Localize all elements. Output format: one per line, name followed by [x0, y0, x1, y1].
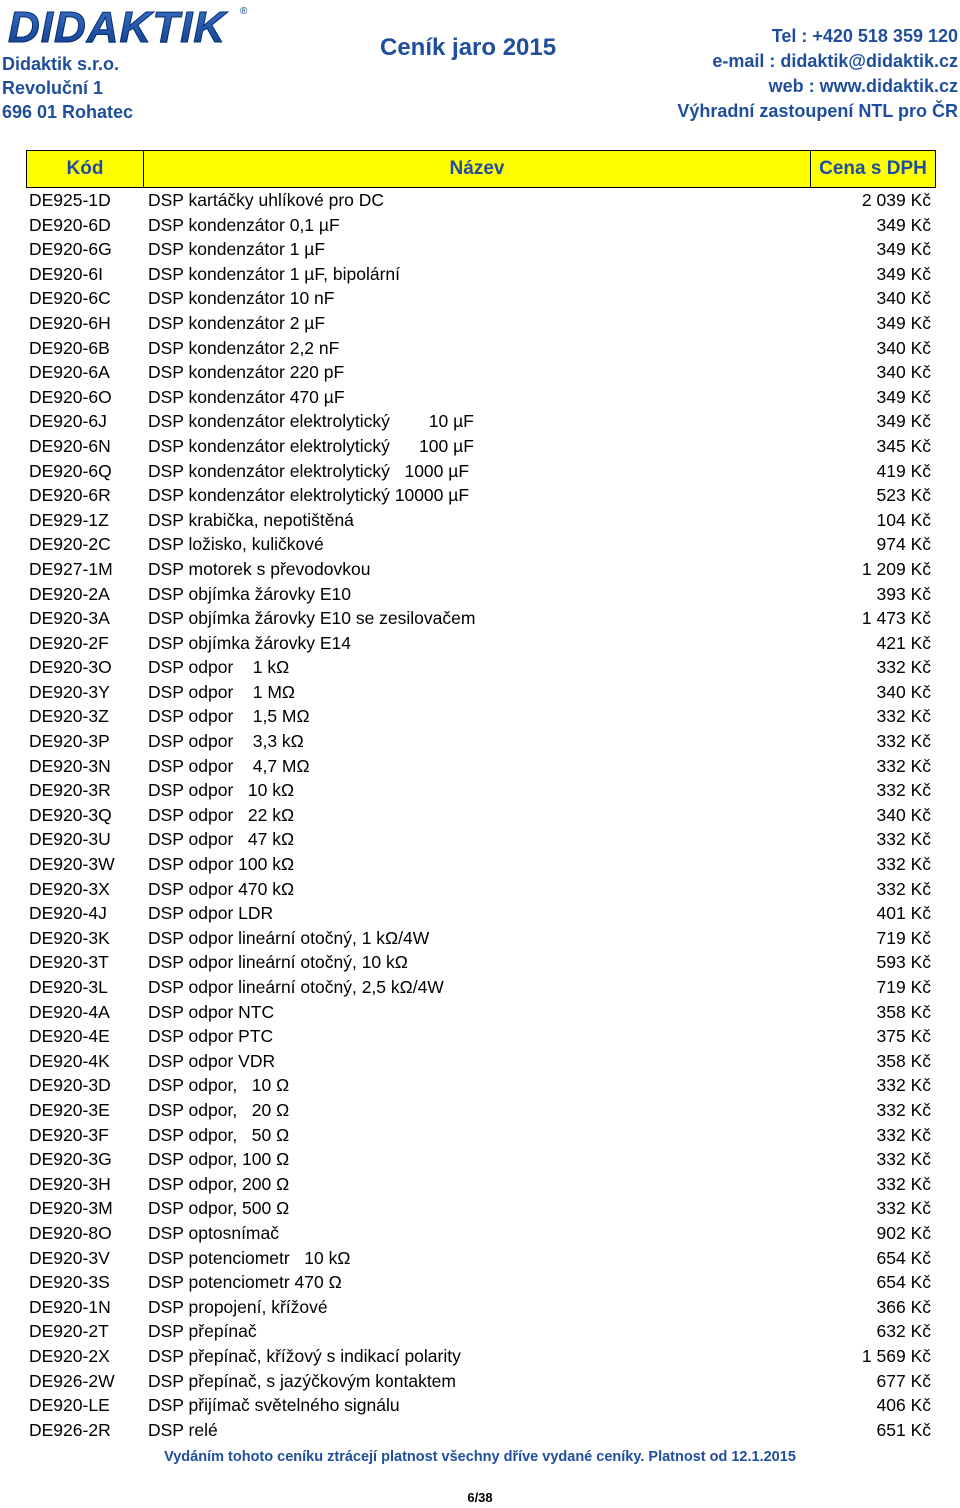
- table-row: [0, 582, 960, 607]
- company-city: 696 01 Rohatec: [2, 102, 134, 122]
- product-price: 332 Kč: [876, 706, 931, 727]
- product-name: DSP odpor, 100 Ω: [148, 1149, 290, 1170]
- product-price: 340 Kč: [876, 337, 931, 358]
- product-name: DSP kondenzátor 10 nF: [148, 288, 335, 309]
- table-row: [0, 508, 960, 533]
- product-name: DSP kondenzátor 0,1 µF: [148, 214, 340, 235]
- product-price: 349 Kč: [876, 214, 931, 235]
- product-code: DE926-2W: [29, 1370, 115, 1391]
- table-row: [0, 311, 960, 336]
- table-row: [0, 926, 960, 951]
- product-price: 401 Kč: [876, 903, 931, 924]
- product-name: DSP kondenzátor 1 µF: [148, 239, 326, 260]
- table-row: [0, 852, 960, 877]
- product-price: 375 Kč: [876, 1026, 931, 1047]
- product-code: DE920-6Q: [29, 460, 112, 481]
- product-price: 719 Kč: [876, 927, 931, 948]
- product-price: 419 Kč: [876, 460, 931, 481]
- product-price: 719 Kč: [876, 977, 931, 997]
- table-row: [0, 1270, 960, 1295]
- website[interactable]: web : www.didaktik.cz: [768, 76, 958, 96]
- product-price: 345 Kč: [876, 435, 931, 456]
- product-code: DE925-1D: [29, 190, 111, 210]
- table-row: [0, 729, 960, 754]
- product-name: DSP kondenzátor 1 µF, bipolární: [148, 263, 400, 284]
- product-name: DSP odpor 22 kΩ: [148, 804, 295, 825]
- product-code: DE920-3N: [29, 755, 111, 776]
- product-name: DSP odpor NTC: [148, 1001, 275, 1022]
- product-name: DSP kondenzátor 2,2 nF: [148, 337, 340, 358]
- contact-info: [677, 24, 958, 124]
- table-row: [0, 606, 960, 631]
- product-price: 677 Kč: [876, 1370, 931, 1391]
- table-row: [0, 1073, 960, 1098]
- table-row: [0, 975, 960, 1000]
- product-name: DSP kondenzátor 2 µF: [148, 312, 326, 333]
- product-name: DSP objímka žárovky E14: [148, 632, 351, 653]
- product-price: 104 Kč: [876, 509, 931, 530]
- product-code: DE920-3Z: [29, 706, 109, 727]
- page-number: 6/38: [467, 1490, 493, 1505]
- table-row: [0, 778, 960, 803]
- product-code: DE920-4A: [29, 1001, 110, 1022]
- product-name: DSP odpor, 50 Ω: [148, 1124, 290, 1145]
- product-name: DSP odpor 100 kΩ: [148, 854, 295, 875]
- product-code: DE927-1M: [29, 558, 113, 579]
- product-code: DE926-2R: [29, 1419, 111, 1440]
- table-row: [0, 1295, 960, 1320]
- product-name: DSP odpor lineární otočný, 1 kΩ/4W: [148, 927, 430, 948]
- product-name: DSP přepínač, křížový s indikací polarity: [148, 1345, 461, 1366]
- table-row: [0, 459, 960, 484]
- table-row: [0, 1418, 960, 1443]
- product-code: DE920-3T: [29, 952, 109, 973]
- product-code: DE920-3F: [29, 1124, 109, 1145]
- product-price: 421 Kč: [876, 632, 931, 653]
- company-name: Didaktik s.r.o.: [2, 54, 120, 74]
- product-code: DE920-2T: [29, 1321, 109, 1342]
- product-price: 523 Kč: [876, 485, 931, 506]
- product-code: DE920-3G: [29, 1149, 112, 1170]
- column-header-code: Kód: [27, 151, 144, 187]
- product-price: 902 Kč: [876, 1222, 931, 1243]
- table-row: [0, 336, 960, 361]
- product-name: DSP potenciometr 470 Ω: [148, 1272, 342, 1293]
- product-price: 366 Kč: [876, 1296, 931, 1317]
- product-code: DE920-3P: [29, 731, 110, 752]
- table-row: [0, 434, 960, 459]
- product-price: 349 Kč: [876, 411, 931, 432]
- product-code: DE920-2A: [29, 583, 110, 604]
- product-name: DSP přepínač: [148, 1321, 257, 1342]
- table-row: [0, 385, 960, 410]
- product-name: DSP odpor 470 kΩ: [148, 878, 295, 899]
- product-price: 332 Kč: [876, 780, 931, 801]
- table-row: [0, 557, 960, 582]
- product-price: 393 Kč: [876, 583, 931, 604]
- product-name: DSP propojení, křížové: [148, 1296, 328, 1317]
- table-row: [0, 237, 960, 262]
- svg-text:DIDAKTIK: DIDAKTIK: [8, 3, 227, 50]
- table-row: [0, 286, 960, 311]
- product-code: DE920-6H: [29, 312, 111, 333]
- company-address: [2, 52, 133, 124]
- product-name: DSP odpor 1,5 MΩ: [148, 706, 310, 727]
- product-name: DSP krabička, nepotištěná: [148, 509, 354, 530]
- product-name: DSP objímka žárovky E10 se zesilovačem: [148, 608, 476, 629]
- product-code: DE920-6I: [29, 263, 103, 284]
- product-code: DE920-1N: [29, 1296, 111, 1317]
- product-code: DE929-1Z: [29, 509, 109, 530]
- product-price: 332 Kč: [876, 731, 931, 752]
- product-code: DE920-6A: [29, 362, 110, 383]
- product-code: DE920-3K: [29, 927, 110, 948]
- product-code: DE920-2F: [29, 632, 109, 653]
- product-price: 332 Kč: [876, 1124, 931, 1145]
- product-code: DE920-3V: [29, 1247, 110, 1268]
- product-price: 340 Kč: [876, 804, 931, 825]
- product-name: DSP kondenzátor 220 pF: [148, 362, 345, 383]
- column-header-name: Název: [144, 151, 811, 187]
- product-code: DE920-3X: [29, 878, 110, 899]
- table-row: [0, 213, 960, 238]
- product-price: 406 Kč: [876, 1395, 931, 1416]
- product-name: DSP odpor 47 kΩ: [148, 829, 295, 850]
- product-price: 332 Kč: [876, 854, 931, 875]
- table-row: [0, 1123, 960, 1148]
- product-code: DE920-4K: [29, 1050, 110, 1071]
- table-row: [0, 754, 960, 779]
- product-name: DSP relé: [148, 1419, 218, 1440]
- product-price: 654 Kč: [876, 1247, 931, 1268]
- product-price: 332 Kč: [876, 1099, 931, 1120]
- product-price: 1 209 Kč: [861, 558, 931, 579]
- product-price: 654 Kč: [876, 1272, 931, 1293]
- table-row: [0, 532, 960, 557]
- product-name: DSP odpor, 500 Ω: [148, 1198, 290, 1219]
- product-price: 332 Kč: [876, 657, 931, 678]
- product-code: DE920-3H: [29, 1173, 111, 1194]
- table-row: [0, 1147, 960, 1172]
- product-price: 332 Kč: [876, 755, 931, 776]
- table-row: [0, 680, 960, 705]
- price-table-body: [0, 188, 960, 1442]
- product-name: DSP kartáčky uhlíkové pro DC: [148, 190, 385, 210]
- column-header-price: Cena s DPH: [819, 158, 927, 179]
- product-code: DE920-6O: [29, 386, 112, 407]
- product-code: DE920-3Y: [29, 681, 110, 702]
- product-name: DSP kondenzátor 470 µF: [148, 386, 345, 407]
- table-row: [0, 655, 960, 680]
- product-name: DSP odpor 10 kΩ: [148, 780, 295, 801]
- table-row: [0, 1024, 960, 1049]
- table-row: [0, 1000, 960, 1025]
- product-code: DE920-6R: [29, 485, 111, 506]
- table-row: [0, 360, 960, 385]
- product-code: DE920-6N: [29, 435, 111, 456]
- product-name: DSP ložisko, kuličkové: [148, 534, 324, 555]
- product-name: DSP odpor 4,7 MΩ: [148, 755, 310, 776]
- product-name: DSP kondenzátor elektrolytický 100 µF: [148, 435, 474, 456]
- table-row: [0, 1172, 960, 1197]
- product-name: DSP odpor 1 kΩ: [148, 657, 290, 678]
- table-row: [0, 901, 960, 926]
- table-row: [0, 1393, 960, 1418]
- product-price: 349 Kč: [876, 239, 931, 260]
- product-name: DSP odpor, 20 Ω: [148, 1099, 290, 1120]
- pricelist-title: Ceník jaro 2015: [380, 34, 557, 61]
- svg-text:®: ®: [240, 6, 248, 17]
- table-row: [0, 631, 960, 656]
- product-name: DSP odpor VDR: [148, 1050, 276, 1071]
- table-row: [0, 188, 960, 213]
- company-street: Revoluční 1: [2, 78, 104, 98]
- product-name: DSP objímka žárovky E10: [148, 583, 351, 604]
- product-code: DE920-3D: [29, 1075, 111, 1096]
- table-row: [0, 409, 960, 434]
- product-name: DSP odpor 1 MΩ: [148, 681, 295, 702]
- product-price: 332 Kč: [876, 1075, 931, 1096]
- product-code: DE920-LE: [29, 1395, 110, 1416]
- product-price: 332 Kč: [876, 1198, 931, 1219]
- product-name: DSP odpor 3,3 kΩ: [148, 731, 304, 752]
- product-code: DE920-6C: [29, 288, 111, 309]
- exclusive-representation: Výhradní zastoupení NTL pro ČR: [677, 101, 958, 121]
- table-row: [0, 950, 960, 975]
- table-row: [0, 1098, 960, 1123]
- product-code: DE920-3A: [29, 608, 110, 629]
- product-price: 2 039 Kč: [861, 190, 931, 210]
- table-row: [0, 483, 960, 508]
- product-code: DE920-6G: [29, 239, 112, 260]
- table-row: [0, 803, 960, 828]
- product-name: DSP kondenzátor elektrolytický 10000 µF: [148, 485, 470, 506]
- product-name: DSP odpor lineární otočný, 2,5 kΩ/4W: [148, 977, 444, 997]
- product-price: 358 Kč: [876, 1001, 931, 1022]
- product-name: DSP odpor LDR: [148, 903, 274, 924]
- table-row: [0, 827, 960, 852]
- product-price: 358 Kč: [876, 1050, 931, 1071]
- product-price: 332 Kč: [876, 1149, 931, 1170]
- product-code: DE920-8O: [29, 1222, 112, 1243]
- product-code: DE920-3M: [29, 1198, 113, 1219]
- product-price: 332 Kč: [876, 829, 931, 850]
- validity-note: Vydáním tohoto ceníku ztrácejí platnost všechny dříve vydané ceníky. Platnost od 12.1.2015: [164, 1449, 796, 1465]
- product-price: 340 Kč: [876, 362, 931, 383]
- table-row: [0, 262, 960, 287]
- phone: Tel : +420 518 359 120: [771, 26, 958, 46]
- product-price: 1 569 Kč: [861, 1345, 931, 1366]
- product-price: 349 Kč: [876, 312, 931, 333]
- product-price: 632 Kč: [876, 1321, 931, 1342]
- product-name: DSP přijímač světelného signálu: [148, 1395, 400, 1416]
- table-row: [0, 877, 960, 902]
- table-row: [0, 704, 960, 729]
- email[interactable]: e-mail : didaktik@didaktik.cz: [712, 51, 958, 71]
- product-name: DSP přepínač, s jazýčkovým kontaktem: [148, 1370, 456, 1391]
- table-row: [0, 1196, 960, 1221]
- product-code: DE920-3E: [29, 1099, 110, 1120]
- product-code: DE920-3S: [29, 1272, 110, 1293]
- product-price: 1 473 Kč: [861, 608, 931, 629]
- product-price: 340 Kč: [876, 681, 931, 702]
- product-name: DSP odpor, 10 Ω: [148, 1075, 290, 1096]
- product-code: DE920-3Q: [29, 804, 112, 825]
- product-code: DE920-3L: [29, 977, 108, 997]
- product-name: DSP odpor PTC: [148, 1026, 274, 1047]
- product-code: DE920-4J: [29, 903, 107, 924]
- product-price: 974 Kč: [876, 534, 931, 555]
- product-name: DSP potenciometr 10 kΩ: [148, 1247, 351, 1268]
- product-code: DE920-3O: [29, 657, 112, 678]
- table-row: [0, 1221, 960, 1246]
- table-row: [0, 1319, 960, 1344]
- product-price: 349 Kč: [876, 263, 931, 284]
- product-code: DE920-2C: [29, 534, 111, 555]
- table-row: [0, 1369, 960, 1394]
- product-name: DSP odpor lineární otočný, 10 kΩ: [148, 952, 408, 973]
- product-price: 332 Kč: [876, 878, 931, 899]
- table-row: [0, 1344, 960, 1369]
- product-code: DE920-4E: [29, 1026, 110, 1047]
- product-code: DE920-2X: [29, 1345, 110, 1366]
- product-code: DE920-6B: [29, 337, 110, 358]
- product-name: DSP motorek s převodovkou: [148, 558, 371, 579]
- product-code: DE920-3R: [29, 780, 111, 801]
- table-row: [0, 1246, 960, 1271]
- product-name: DSP optosnímač: [148, 1222, 279, 1243]
- product-code: DE920-3U: [29, 829, 111, 850]
- product-code: DE920-6J: [29, 411, 107, 432]
- product-name: DSP kondenzátor elektrolytický 10 µF: [148, 411, 474, 432]
- product-code: DE920-3W: [29, 854, 115, 875]
- product-name: DSP kondenzátor elektrolytický 1000 µF: [148, 460, 470, 481]
- product-price: 349 Kč: [876, 386, 931, 407]
- didaktik-logo: [4, 2, 252, 50]
- product-code: DE920-6D: [29, 214, 111, 235]
- product-name: DSP odpor, 200 Ω: [148, 1173, 290, 1194]
- table-row: [0, 1049, 960, 1074]
- product-price: 340 Kč: [876, 288, 931, 309]
- product-price: 332 Kč: [876, 1173, 931, 1194]
- product-price: 593 Kč: [876, 952, 931, 973]
- product-price: 651 Kč: [876, 1419, 931, 1440]
- table-header: [26, 150, 936, 188]
